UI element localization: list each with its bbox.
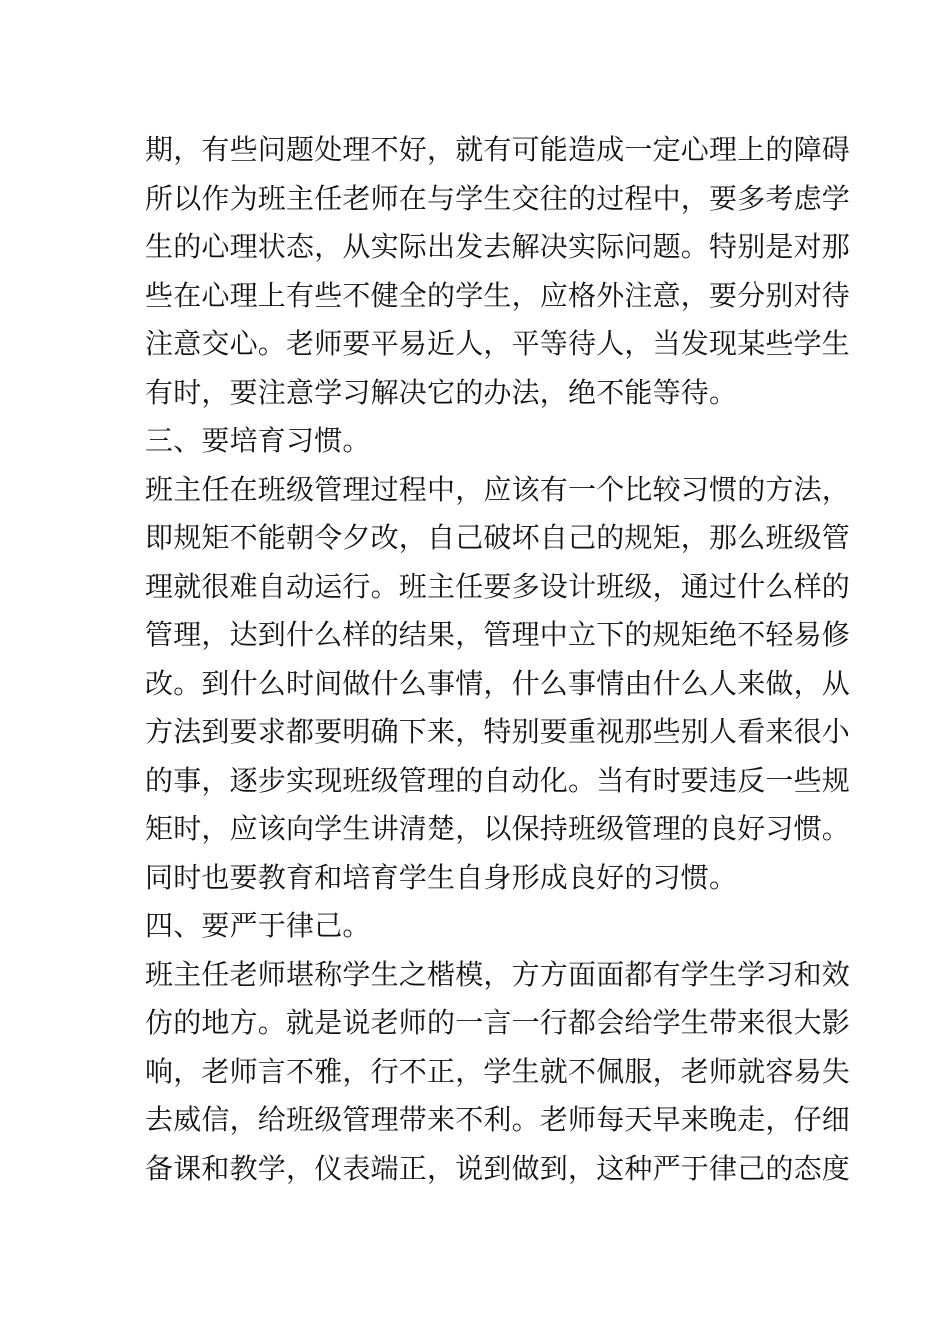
text-line: 期，有些问题处理不好，就有可能造成一定心理上的障碍 — [145, 133, 851, 166]
section-heading: 三、要培育习惯。 — [145, 424, 371, 457]
text-line: 所以作为班主任老师在与学生交往的过程中，要多考虑学 — [145, 181, 851, 215]
text-line: 改。到什么时间做什么事情，什么事情由什么人来做，从 — [145, 666, 851, 700]
body-text — [145, 126, 851, 1193]
text-line: 有时，要注意学习解决它的办法，绝不能等待。 — [145, 375, 738, 409]
text-line: 生的心理状态，从实际出发去解决实际问题。特别是对那 — [145, 230, 851, 263]
text-line: 即规矩不能朝令夕改，自己破坏自己的规矩，那么班级管 — [145, 521, 851, 554]
section-heading: 四、要严于律己。 — [145, 909, 371, 942]
text-line: 方法到要求都要明确下来，特别要重视那些别人看来很小 — [145, 715, 851, 748]
text-line: 备课和教学，仪表端正，说到做到，这种严于律己的态度 — [145, 1151, 851, 1185]
text-line: 些在心理上有些不健全的学生，应格外注意，要分别对待 — [145, 278, 851, 312]
text-line: 响，老师言不雅，行不正，学生就不佩服，老师就容易失 — [145, 1054, 851, 1088]
text-line: 同时也要教育和培育学生自身形成良好的习惯。 — [145, 860, 738, 894]
text-line: 管理，达到什么样的结果，管理中立下的规矩绝不轻易修 — [145, 618, 851, 651]
text-line: 的事，逐步实现班级管理的自动化。当有时要违反一些规 — [145, 763, 851, 797]
text-line: 去威信，给班级管理带来不利。老师每天早来晚走，仔细 — [145, 1103, 851, 1136]
text-line: 仿的地方。就是说老师的一言一行都会给学生带来很大影 — [145, 1006, 851, 1039]
text-line: 理就很难自动运行。班主任要多设计班级，通过什么样的 — [145, 569, 851, 603]
text-line: 注意交心。老师要平易近人，平等待人，当发现某些学生 — [145, 327, 851, 360]
text-line: 矩时，应该向学生讲清楚，以保持班级管理的良好习惯。 — [145, 812, 851, 845]
text-line: 班主任在班级管理过程中，应该有一个比较习惯的方法， — [145, 472, 851, 506]
text-line: 班主任老师堪称学生之楷模，方方面面都有学生学习和效 — [145, 957, 851, 991]
